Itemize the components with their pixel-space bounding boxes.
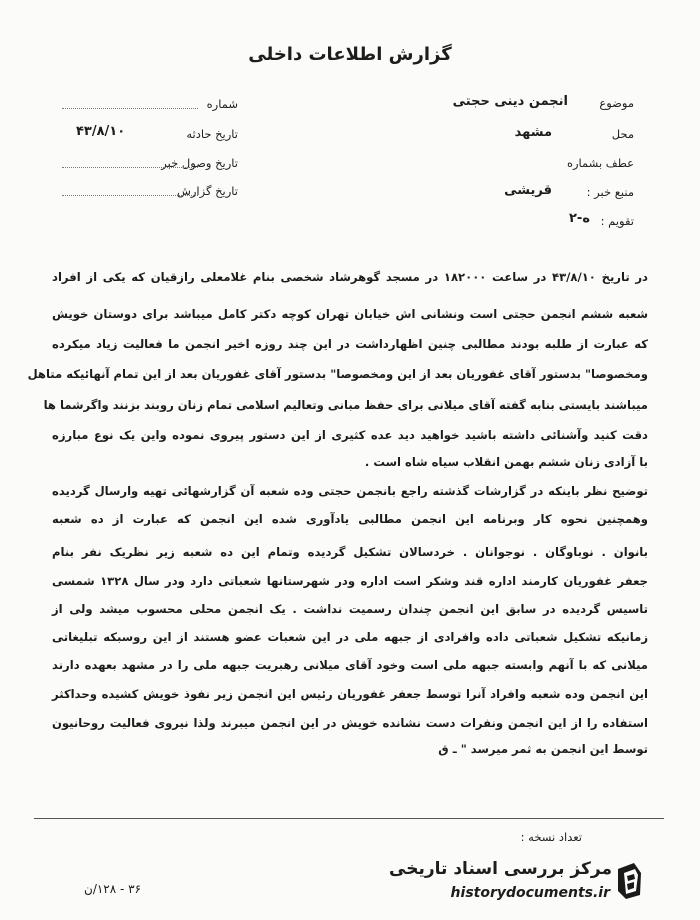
- body-line: میباشند بایستی بنابه گفته آقای میلانی برای حفظ مبانی وتعالیم اسلامی تمام زنان روبند بزنند واگرشما ها: [43, 398, 648, 412]
- form-number: ۳۶ - ۱۲۸/ن: [84, 882, 142, 896]
- field-value-news-source: قریشی: [504, 183, 552, 198]
- field-label-reference-number: عطف بشماره: [566, 156, 634, 170]
- note-line: این انجمن وده شعبه وافراد آنرا توسط جعفر غفوریان رئیس این انجمن زیر نفوذ خویش کشیده وحداکثر: [52, 687, 648, 701]
- field-value-location: مشهد: [514, 125, 552, 140]
- field-label-news-source: منبع خبر :: [586, 185, 634, 199]
- note-line: جعفر غفوریان کارمند اداره قند وشکر است اداره ودر شهرستانها شعباتی دارد ودر سال ۱۳۲۸ شمسی: [52, 574, 648, 588]
- dotted-line: [62, 195, 198, 196]
- dotted-line: [62, 108, 198, 109]
- note-line: توضیح نظر باینکه در گزارشات گذشته راجع بانجمن حجتی وده شعبه آن گزارشهائی تهیه وارسال گردیده: [52, 484, 648, 498]
- body-line: ومخصوصا" بدستور آقای غفوریان بعد از این ومخصوصا" بدستور آقای غفوریان بعد از این تمام آنهائیکه متاهل: [27, 367, 648, 381]
- footer-divider: [34, 818, 664, 819]
- note-line: تاسیس گردیده در سابق این انجمن چندان رسمیت نداشت . یک انجمن محلی محسوب میشد ولی از: [52, 602, 648, 616]
- watermark: [389, 857, 644, 911]
- watermark-title: مرکز بررسی اسناد تاریخی: [389, 859, 612, 879]
- field-label-report-date: تاریخ گزارش: [176, 184, 238, 198]
- body-line: دقت کنید وآشنائی داشته باشید خواهید دید عده کثیری از این دستور پیروی نموده واین یک نوع مبارزه: [52, 428, 648, 442]
- field-label-subject: موضوع: [599, 96, 634, 110]
- body-line: که عبارت از طلبه بودند مطالبی چنین اظهارداشت در این چند روزه اخیر انجمن ما فعالیت زیاد میکرده: [52, 337, 648, 351]
- field-label-number: شماره: [206, 97, 238, 111]
- note-line: استفاده را از این انجمن ونفرات دست نشانده خویش در این انجمن میبرند ولذا نیروی فعالیت روحانیون: [52, 716, 648, 730]
- field-label-calendar: تقویم :: [600, 214, 634, 228]
- body-line: در تاریخ ۴۳/۸/۱۰ در ساعت ۱۸۲۰۰۰ در مسجد گوهرشاد شخصی بنام غلامعلی رازقیان که یکی از افراد: [52, 270, 648, 284]
- field-value-calendar: ه-۲: [568, 211, 590, 226]
- field-label-receipt-date: تاریخ وصول خبر: [161, 156, 238, 170]
- copies-count-label: تعداد نسخه :: [520, 830, 582, 844]
- body-line: شعبه ششم انجمن حجتی است ونشانی اش خیابان تهران کوچه دکتر کامل میباشد برای دوستان خویش: [52, 307, 648, 321]
- field-label-incident-date: تاریخ حادثه: [186, 127, 238, 141]
- note-line-last: توسط این انجمن به ثمر میرسد " ـ ق: [438, 742, 648, 756]
- note-line: زمانیکه تشکیل شعباتی داده وافرادی از جبهه ملی در این شعبات عضو هستند از این روسبکه تبلیغاتی: [52, 630, 648, 644]
- field-value-subject: انجمن دینی حجتی: [452, 94, 568, 109]
- field-label-location: محل: [611, 127, 634, 141]
- note-line: میلانی که با آنهم وابسته جبهه ملی است وخود آقای میلانی رهبریت جبهه ملی را در مشهد بعهده دارند: [52, 658, 648, 672]
- note-line: وهمچنین نحوه کار وبرنامه این انجمن مطالبی یادآوری شده این انجمن که عبارت از ده شعبه: [52, 512, 648, 526]
- watermark-url: historydocuments.ir: [450, 885, 610, 901]
- note-line: بانوان . نوباوگان . نوجوانان . خردسالان تشکیل گردیده وتمام این ده شعبه زیر نظریک نفر بنام: [52, 545, 648, 559]
- dotted-line: [62, 167, 198, 168]
- archive-logo-icon: [614, 861, 644, 901]
- body-line-last: با آزادی زنان ششم بهمن انقلاب سیاه شاه است .: [364, 455, 648, 469]
- document-title: گزارش اطلاعات داخلی: [248, 44, 452, 65]
- field-value-incident-date: ۴۳/۸/۱۰: [76, 124, 126, 139]
